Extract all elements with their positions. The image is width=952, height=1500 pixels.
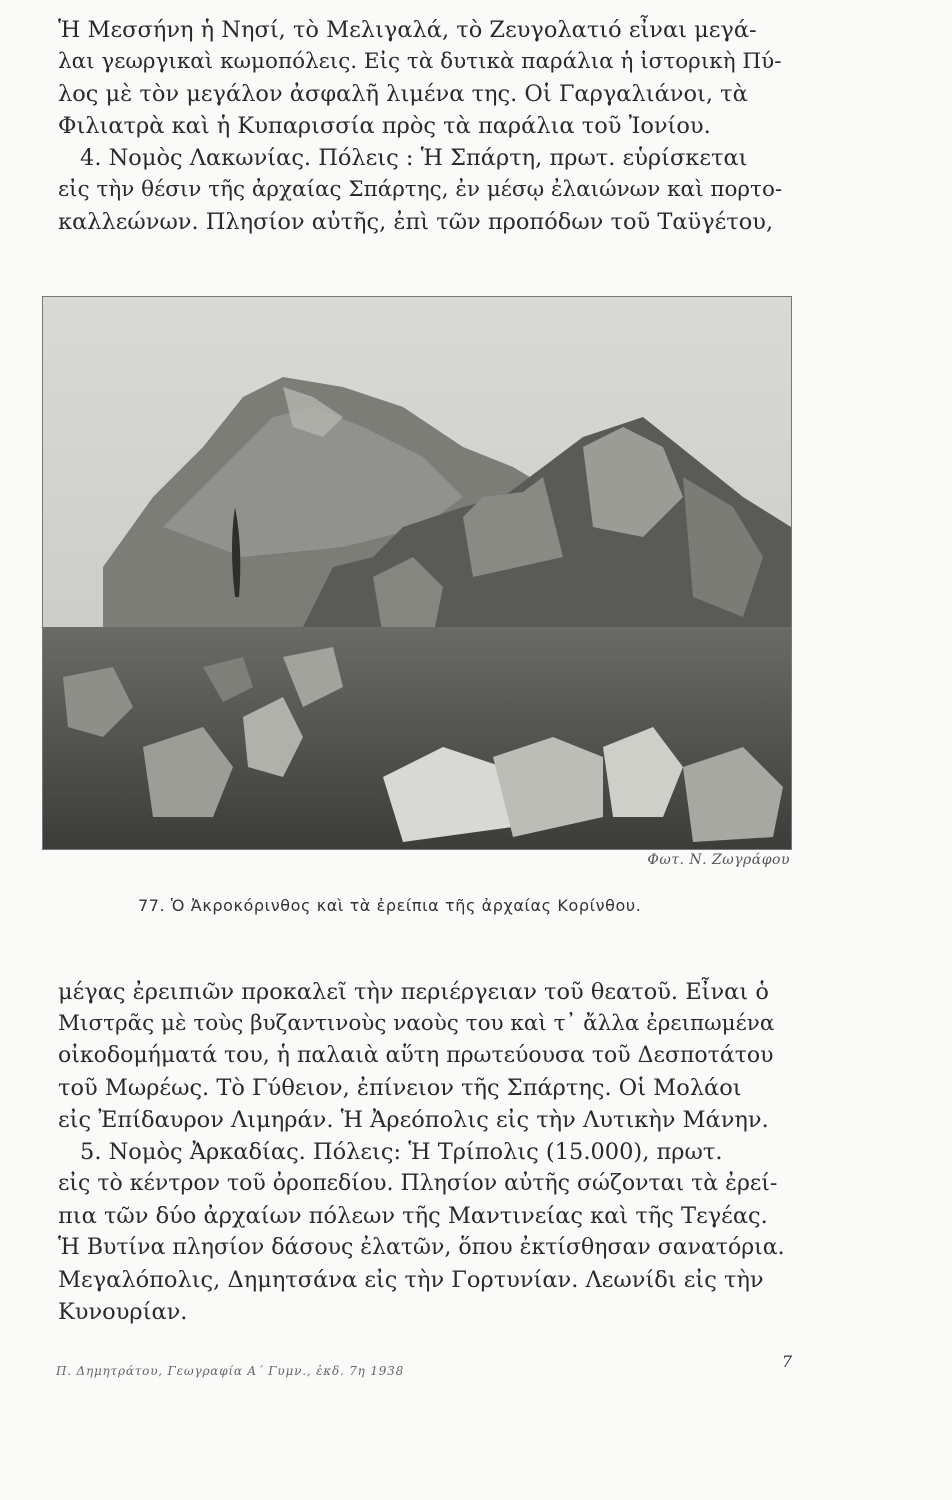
text-line: Ἡ Μεσσήνη ἡ Νησί, τὸ Μελιγαλά, τὸ Ζευγολατιό εἶναι μεγά- — [58, 17, 757, 43]
text-line: πια τῶν δύο ἀρχαίων πόλεων τῆς Μαντινείας καὶ τῆς Τεγέας. — [58, 1203, 768, 1229]
text-line: εἰς τὸ κέντρον τοῦ ὀροπεδίου. Πλησίον αὐτῆς σώζονται τὰ ἐρεί- — [58, 1171, 778, 1196]
text-line: λος μὲ τὸν μεγάλον ἀσφαλῆ λιμένα της. Οἱ Γαργαλιάνοι, τὰ — [58, 81, 748, 107]
photo-illustration — [43, 297, 791, 849]
bottom-paragraph — [58, 976, 788, 1328]
text-line: οἰκοδομήματά του, ἡ παλαιὰ αὕτη πρωτεύουσα τοῦ Δεσποτάτου — [58, 1043, 774, 1068]
text-line: εἰς τὴν θέσιν τῆς ἀρχαίας Σπάρτης, ἐν μέσῳ ἐλαιώνων καὶ πορτο- — [58, 177, 783, 202]
photo-caption: 77. Ὁ Ἀκροκόρινθος καὶ τὰ ἐρείπια τῆς ἀρχαίας Κορίνθου. — [138, 896, 642, 915]
text-line: Ἡ Βυτίνα πλησίον δάσους ἐλατῶν, ὅπου ἐκτίσθησαν σανατόρια. — [58, 1235, 785, 1260]
photo-credit: Φωτ. Ν. Ζωγράφου — [647, 852, 790, 868]
top-paragraph — [58, 14, 788, 238]
text-line: καλλεώνων. Πλησίον αὐτῆς, ἐπὶ τῶν προπόδων τοῦ Ταϋγέτου, — [58, 209, 774, 235]
text-line: μέγας ἐρειπιῶν προκαλεῖ τὴν περιέργειαν τοῦ θεατοῦ. Εἶναι ὁ — [58, 979, 769, 1005]
photograph — [42, 296, 792, 850]
text-line: τοῦ Μωρέως. Τὸ Γύθειον, ἐπίνειον τῆς Σπάρτης. Οἱ Μολάοι — [58, 1075, 742, 1101]
text-line: Κυνουρίαν. — [58, 1299, 188, 1325]
text-line: 4. Νομὸς Λακωνίας. Πόλεις : Ἡ Σπάρτη, πρωτ. εὑρίσκεται — [80, 145, 748, 171]
text-line: 5. Νομὸς Ἀρκαδίας. Πόλεις: Ἡ Τρίπολις (15.000), πρωτ. — [80, 1139, 723, 1165]
text-line: Μιστρᾶς μὲ τοὺς βυζαντινοὺς ναοὺς του καὶ τ᾿ ἄλλα ἐρειπωμένα — [58, 1011, 775, 1036]
text-line: Μεγαλόπολις, Δημητσάνα εἰς τὴν Γορτυνίαν. Λεωνίδι εἰς τὴν — [58, 1267, 764, 1293]
text-line: Φιλιατρὰ καὶ ἡ Κυπαρισσία πρὸς τὰ παράλια τοῦ Ἰονίου. — [58, 113, 711, 139]
text-line: εἰς Ἐπίδαυρον Λιμηράν. Ἡ Ἀρεόπολις εἰς τὴν Λυτικὴν Μάνην. — [58, 1107, 769, 1133]
text-line: λαι γεωργικαὶ κωμοπόλεις. Εἰς τὰ δυτικὰ παράλια ἡ ἱστορικὴ Πύ- — [58, 49, 782, 74]
book-footer: Π. Δημητράτου, Γεωγραφία Α΄ Γυμν., ἐκδ. 7η 1938 — [56, 1364, 405, 1378]
page-number: 7 — [781, 1352, 792, 1371]
